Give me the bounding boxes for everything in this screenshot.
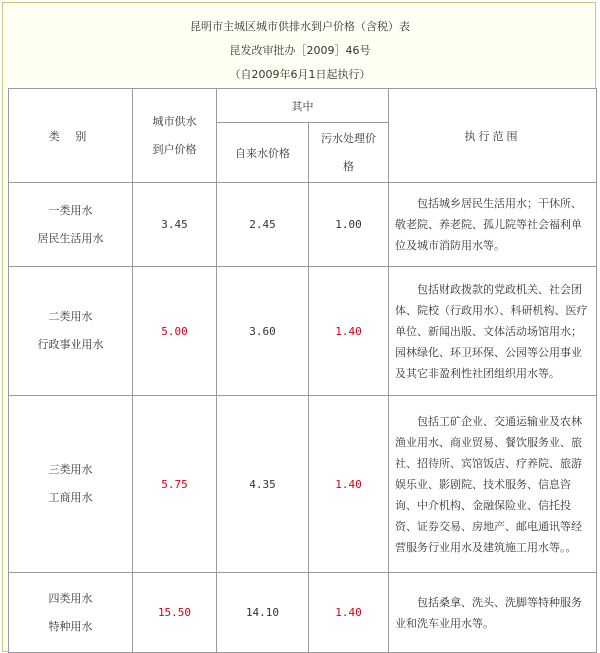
category-line2: 工商用水 <box>48 491 93 504</box>
city-price-cell: 5.00 <box>133 267 217 396</box>
city-price-cell: 5.75 <box>133 396 217 573</box>
tap-price-header: 自来水价格 <box>217 123 309 183</box>
header-row <box>9 89 597 123</box>
tap-price-cell: 4.35 <box>217 396 309 573</box>
category-line2: 居民生活用水 <box>37 231 104 245</box>
table-row <box>9 183 597 267</box>
effective-date: （自2009年6月1日起执行） <box>229 68 371 81</box>
category-line1: 二类用水 <box>48 310 93 323</box>
city-price-header <box>133 89 217 183</box>
tap-price-cell: 14.10 <box>217 573 309 653</box>
scope-cell <box>389 396 597 573</box>
scope-header <box>389 89 597 183</box>
category-cell <box>9 573 133 653</box>
sewage-price-cell: 1.40 <box>309 267 389 396</box>
sewage-price-cell: 1.00 <box>309 183 389 267</box>
sewage-price-header <box>309 123 389 183</box>
category-cell <box>9 396 133 573</box>
sewage-header-line1: 污水处理价 <box>321 131 376 145</box>
city-price-cell: 15.50 <box>133 573 217 653</box>
scope-text: 包括城乡居民生活用水；干休所、敬老院、养老院、孤儿院等社会福利单位及城市消防用水等。 <box>395 197 582 252</box>
category-line1: 一类用水 <box>48 203 93 217</box>
scope-header-label: 执行范围 <box>464 129 521 143</box>
sewage-price-cell: 1.40 <box>309 573 389 653</box>
table-row <box>9 396 597 573</box>
city-price-header-line1: 城市供水 <box>152 114 197 128</box>
water-price-table <box>8 88 597 653</box>
table-row <box>9 573 597 653</box>
table-title: 昆明市主城区城市供排水到户价格（含税）表 <box>190 20 410 33</box>
category-line1: 三类用水 <box>48 463 93 476</box>
city-price-cell: 3.45 <box>133 183 217 267</box>
category-line2: 行政事业用水 <box>37 338 104 351</box>
city-price-header-line2: 到户价格 <box>152 142 197 156</box>
scope-cell <box>389 573 597 653</box>
of-which-header: 其中 <box>217 89 389 123</box>
category-header <box>9 89 133 183</box>
category-line2: 特种用水 <box>48 619 93 633</box>
category-header-label: 类 别 <box>48 129 93 143</box>
document-number: 昆发改审批办［2009］46号 <box>229 44 371 57</box>
tap-price-cell: 2.45 <box>217 183 309 267</box>
scope-cell <box>389 183 597 267</box>
sewage-price-cell: 1.40 <box>309 396 389 573</box>
scope-text: 包括桑拿、洗头、洗脚等特种服务业和洗车业用水等。 <box>395 595 582 630</box>
sewage-header-line2: 格 <box>343 159 354 173</box>
scope-text: 包括工矿企业、交通运输业及农林渔业用水、商业贸易、餐饮服务业、旅社、招待所、宾馆饭店、疗养院、旅游娱乐业、影剧院、技术服务、信息咨询、中介机构、金融保险业、信托投资、证券交易、房地产、邮电通讯等经营服务行业用水及建筑施工用水等。。 <box>395 414 582 554</box>
scope-text: 包括财政拨款的党政机关、社会团体、院校（行政用水）、科研机构、医疗单位、新闻出版、文体活动场馆用水；园林绿化、环卫环保、公园等公用事业及其它非盈利性社团组织用水等。 <box>395 282 588 380</box>
table-row <box>9 267 597 396</box>
tap-price-cell: 3.60 <box>217 267 309 396</box>
category-cell <box>9 183 133 267</box>
category-cell <box>9 267 133 396</box>
title-block <box>3 15 597 87</box>
scope-cell <box>389 267 597 396</box>
category-line1: 四类用水 <box>48 591 93 605</box>
